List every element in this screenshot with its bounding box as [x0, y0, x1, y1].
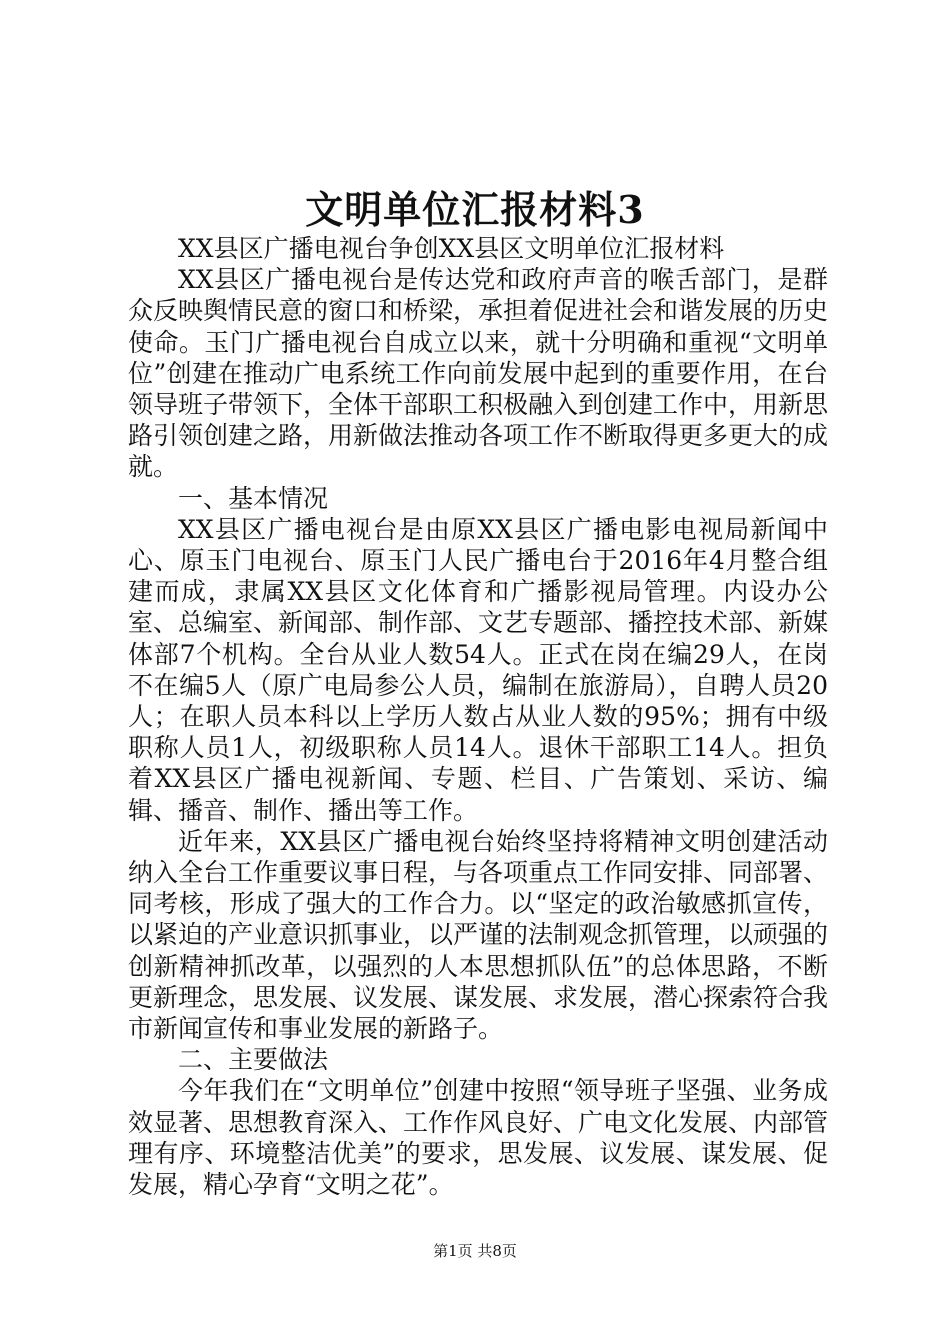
main-practices-paragraph: 今年我们在“文明单位”创建中按照“领导班子坚强、业务成效显著、思想教育深入、工作作风良好、广电文化发展、内部管理有序、环境整洁优美”的要求，思发展、议发展、谋发展、促发展，精心孕育“文明之花”。 [128, 1076, 829, 1200]
basic-situation-paragraph: XX县区广播电视台是由原XX县区广播电影电视局新闻中心、原玉门电视台、原玉门人民广播电台于2016年4月整合组建而成，隶属XX县区文化体育和广播影视局管理。内设办公室、总编室、新闻部、制作部、文艺专题部、播控技术部、新媒体部7个机构。全台从业人数54人。正式在岗在编29人，在岗不在编5人（原广电局参公人员，编制在旅游局），自聘人员20人；在职人员本科以上学历人数占从业人数的95%；拥有中级职称人员1人，初级职称人员14人。退休干部职工14人。担负着XX县区广播电视新闻、专题、栏目、广告策划、采访、编辑、播音、制作、播出等工作。 [128, 514, 829, 825]
document-title: 文明单位汇报材料3 [305, 187, 645, 232]
document-body [128, 233, 828, 1200]
section-heading-basic-situation: 一、基本情况 [178, 483, 329, 513]
recent-years-paragraph: 近年来，XX县区广播电视台始终坚持将精神文明创建活动纳入全台工作重要议事日程，与各项重点工作同安排、同部署、同考核，形成了强大的工作合力。以“坚定的政治敏感抓宣传，以紧迫的产业意识抓事业，以严谨的法制观念抓管理，以顽强的创新精神抓改革，以强烈的人本思想抓队伍”的总体思路，不断更新理念，思发展、议发展、谋发展、求发展，潜心探索符合我市新闻宣传和事业发展的新路子。 [128, 826, 829, 1044]
intro-paragraph: XX县区广播电视台是传达党和政府声音的喉舌部门，是群众反映舆情民意的窗口和桥梁，承担着促进社会和谐发展的历史使命。玉门广播电视台自成立以来，就十分明确和重视“文明单位”创建在推动广电系统工作向前发展中起到的重要作用，在台领导班子带领下，全体干部职工积极融入到创建工作中，用新思路引领创建之路，用新做法推动各项工作不断取得更多更大的成就。 [128, 265, 829, 482]
page-number-footer: 第1页 共8页 [433, 1242, 517, 1260]
subtitle-paragraph: XX县区广播电视台争创XX县区文明单位汇报材料 [178, 234, 725, 263]
section-heading-main-practices: 二、主要做法 [178, 1045, 329, 1075]
